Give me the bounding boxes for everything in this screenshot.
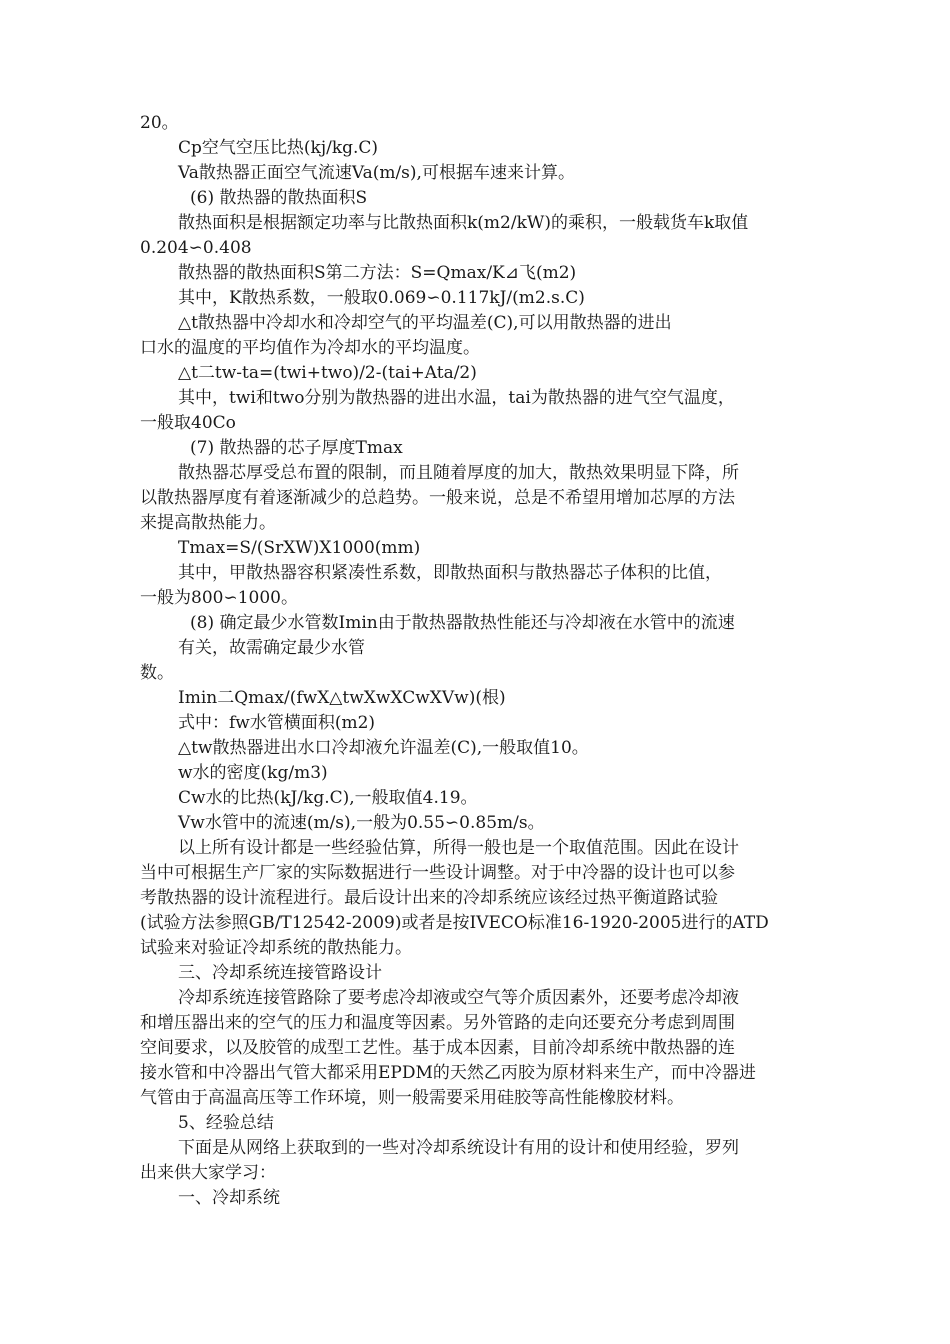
text-line: 有关，故需确定最少水管 xyxy=(178,638,365,658)
text-line: Cw水的比热(kJ/kg.C),一般取值4.19。 xyxy=(178,788,478,808)
section-heading: (6) 散热器的散热面积S xyxy=(190,188,368,208)
text-line: (试验方法参照GB/T12542-2009)或者是按IVECO标准16-1920-2005进行的ATD xyxy=(140,913,769,933)
section-heading: 5、经验总结 xyxy=(178,1113,274,1133)
text-line: 出来供大家学习： xyxy=(140,1163,276,1183)
text-line: 其中，twi和two分别为散热器的进出水温，tai为散热器的进气空气温度， xyxy=(178,388,735,408)
text-line: 空间要求，以及胶管的成型工艺性。基于成本因素，目前冷却系统中散热器的连 xyxy=(140,1038,735,1058)
text-line: △tw散热器进出水口冷却液允许温差(C),一般取值10。 xyxy=(178,738,589,758)
text-line: 以散热器厚度有着逐渐减少的总趋势。一般来说，总是不希望用增加芯厚的方法 xyxy=(140,488,735,508)
section-heading: (8) 确定最少水管数Imin由于散热器散热性能还与冷却液在水管中的流速 xyxy=(190,613,735,633)
section-heading: 一、冷却系统 xyxy=(178,1188,280,1208)
section-heading: 三、冷却系统连接管路设计 xyxy=(178,963,382,983)
text-line: 一般取40Co xyxy=(140,413,236,433)
text-line: 数。 xyxy=(140,663,174,683)
text-line: Cp空气空压比热(kj/kg.C) xyxy=(178,138,379,158)
text-line: 来提高散热能力。 xyxy=(140,513,276,533)
text-line: w水的密度(kg/m3) xyxy=(178,763,328,783)
section-heading: (7) 散热器的芯子厚度Tmax xyxy=(190,438,403,458)
text-line: 试验来对验证冷却系统的散热能力。 xyxy=(140,938,412,958)
text-line: 当中可根据生产厂家的实际数据进行一些设计调整。对于中冷器的设计也可以参 xyxy=(140,863,735,883)
text-line: 气管由于高温高压等工作环境，则一般需要采用硅胶等高性能橡胶材料。 xyxy=(140,1088,684,1108)
text-line: 和增压器出来的空气的压力和温度等因素。另外管路的走向还要充分考虑到周围 xyxy=(140,1013,735,1033)
text-line: 口水的温度的平均值作为冷却水的平均温度。 xyxy=(140,338,480,358)
text-line: 其中，甲散热器容积紧凑性系数，即散热面积与散热器芯子体积的比值， xyxy=(178,563,722,583)
text-line: 接水管和中冷器出气管大都采用EPDM的天然乙丙胶为原材料来生产，而中冷器进 xyxy=(140,1063,756,1083)
text-line: 式中：fw水管横面积(m2) xyxy=(178,713,376,733)
text-line: 下面是从网络上获取到的一些对冷却系统设计有用的设计和使用经验，罗列 xyxy=(178,1138,739,1158)
text-line: 散热器的散热面积S第二方法：S=Qmax/K⊿飞(m2) xyxy=(178,263,577,283)
text-line: 20。 xyxy=(140,113,179,133)
text-line: 0.204∽0.408 xyxy=(140,238,252,258)
text-line: Imin二Qmax/(fwX△twXwXCwXVw)(根) xyxy=(178,688,506,708)
text-line: 冷却系统连接管路除了要考虑冷却液或空气等介质因素外，还要考虑冷却液 xyxy=(178,988,739,1008)
text-line: 一般为800∽1000。 xyxy=(140,588,298,608)
text-line: 以上所有设计都是一些经验估算，所得一般也是一个取值范围。因此在设计 xyxy=(178,838,739,858)
text-line: △t二tw-ta=(twi+two)/2-(tai+Ata/2) xyxy=(178,363,477,383)
text-line: 其中，K散热系数，一般取0.069∽0.117kJ/(m2.s.C) xyxy=(178,288,585,308)
text-line: 散热面积是根据额定功率与比散热面积k(m2/kW)的乘积，一般载货车k取值 xyxy=(178,213,749,233)
text-line: △t散热器中冷却水和冷却空气的平均温差(C),可以用散热器的进出 xyxy=(178,313,672,333)
text-line: Tmax=S/(SrXW)X1000(mm) xyxy=(178,538,421,558)
text-line: Va散热器正面空气流速Va(m/s),可根据车速来计算。 xyxy=(178,163,575,183)
text-line: 考散热器的设计流程进行。最后设计出来的冷却系统应该经过热平衡道路试验 xyxy=(140,888,718,908)
text-line: Vw水管中的流速(m/s),一般为0.55∽0.85m/s。 xyxy=(178,813,545,833)
text-line: 散热器芯厚受总布置的限制，而且随着厚度的加大，散热效果明显下降，所 xyxy=(178,463,739,483)
